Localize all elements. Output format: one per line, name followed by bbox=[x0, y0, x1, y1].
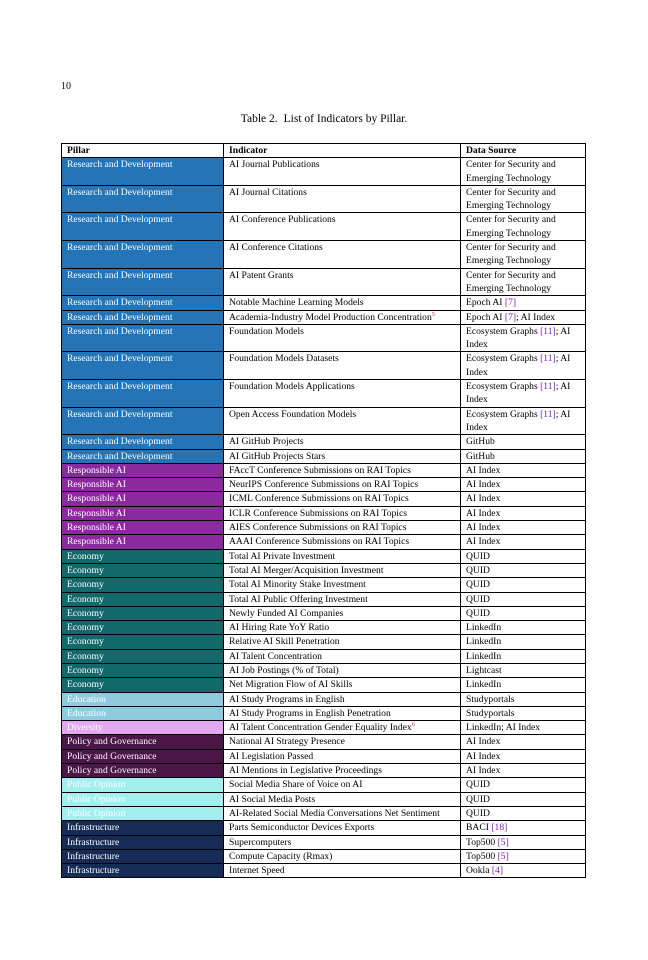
source-text: QUID bbox=[466, 793, 490, 805]
table-row bbox=[62, 606, 586, 620]
indicator-text: Notable Machine Learning Models bbox=[229, 297, 364, 309]
table-row bbox=[62, 521, 586, 535]
data-source-cell bbox=[461, 592, 586, 606]
citation-link[interactable]: [11] bbox=[540, 381, 556, 393]
source-text: AI Index bbox=[466, 507, 501, 519]
citation-link[interactable]: [11] bbox=[540, 353, 556, 365]
caption-text: List of Indicators by Pillar. bbox=[283, 113, 408, 125]
indicator-text: AI Study Programs in English bbox=[229, 693, 345, 705]
table-row bbox=[62, 407, 586, 435]
table-row bbox=[62, 268, 586, 296]
table-row bbox=[62, 352, 586, 380]
citation-link[interactable]: [5] bbox=[497, 850, 509, 862]
table-row bbox=[62, 721, 586, 735]
data-source-cell bbox=[461, 463, 586, 477]
pillar-cell: Research and Development bbox=[62, 185, 224, 213]
data-source-cell bbox=[461, 621, 586, 635]
indicator-cell bbox=[224, 821, 461, 835]
indicator-text: AAAI Conference Submissions on RAI Topics bbox=[229, 536, 410, 548]
data-source-cell bbox=[461, 735, 586, 749]
table-row bbox=[62, 158, 586, 186]
citation-link[interactable]: [18] bbox=[491, 822, 508, 834]
indicator-text: Academia-Industry Model Production Concentration bbox=[229, 311, 432, 323]
indicator-text: Compute Capacity (Rmax) bbox=[229, 850, 333, 862]
pillar-cell: Research and Development bbox=[62, 296, 224, 310]
source-text: Ookla bbox=[466, 865, 492, 877]
indicator-text: ICLR Conference Submissions on RAI Topics bbox=[229, 507, 407, 519]
source-text: QUID bbox=[466, 579, 490, 591]
citation-link[interactable]: [7] bbox=[504, 297, 517, 309]
indicator-text: Foundation Models bbox=[229, 325, 304, 337]
table-row bbox=[62, 778, 586, 792]
source-text: AI Index bbox=[466, 736, 501, 748]
pillar-cell: Policy and Governance bbox=[62, 749, 224, 763]
data-source-cell bbox=[461, 806, 586, 820]
source-text: AI Index bbox=[466, 479, 501, 491]
indicator-cell bbox=[224, 506, 461, 520]
source-text: Epoch AI bbox=[466, 297, 505, 309]
indicator-cell bbox=[224, 649, 461, 663]
pillar-cell: Public Opinion bbox=[62, 792, 224, 806]
source-text: Center for Security and Emerging Technology bbox=[466, 242, 559, 267]
indicator-cell bbox=[224, 678, 461, 692]
data-source-cell bbox=[461, 749, 586, 763]
table-row bbox=[62, 535, 586, 549]
indicator-cell bbox=[224, 621, 461, 635]
source-text: QUID bbox=[466, 564, 490, 576]
indicator-text: Internet Speed bbox=[229, 865, 285, 877]
indicator-cell bbox=[224, 606, 461, 620]
pillar-cell: Economy bbox=[62, 663, 224, 677]
source-text: Center for Security and Emerging Technology bbox=[466, 269, 559, 294]
citation-link[interactable]: [5] bbox=[497, 836, 509, 848]
table-row bbox=[62, 463, 586, 477]
source-text: Ecosystem Graphs bbox=[466, 408, 541, 420]
indicator-text: AI Legislation Passed bbox=[229, 750, 314, 762]
citation-link[interactable]: [4] bbox=[491, 865, 504, 877]
indicator-text: Foundation Models Applications bbox=[229, 381, 355, 393]
source-text: LinkedIn bbox=[466, 650, 502, 662]
indicator-cell bbox=[224, 563, 461, 577]
indicator-cell bbox=[224, 635, 461, 649]
source-text: QUID bbox=[466, 607, 490, 619]
indicator-cell bbox=[224, 578, 461, 592]
indicator-text: AI Conference Publications bbox=[229, 214, 336, 226]
table-row bbox=[62, 663, 586, 677]
indicator-text: ICML Conference Submissions on RAI Topics bbox=[229, 493, 409, 505]
data-source-cell bbox=[461, 352, 586, 380]
source-text: Ecosystem Graphs bbox=[466, 353, 541, 365]
table-caption bbox=[0, 113, 648, 125]
pillar-cell: Responsible AI bbox=[62, 521, 224, 535]
pillar-cell: Economy bbox=[62, 578, 224, 592]
indicator-cell bbox=[224, 706, 461, 720]
indicator-cell bbox=[224, 407, 461, 435]
data-source-cell bbox=[461, 535, 586, 549]
data-source-cell bbox=[461, 506, 586, 520]
indicator-cell bbox=[224, 435, 461, 449]
table-row bbox=[62, 649, 586, 663]
indicator-cell bbox=[224, 158, 461, 186]
indicator-cell bbox=[224, 735, 461, 749]
pillar-cell: Economy bbox=[62, 549, 224, 563]
indicator-text: AI Journal Publications bbox=[229, 159, 320, 171]
table-row bbox=[62, 821, 586, 835]
pillar-cell: Research and Development bbox=[62, 435, 224, 449]
source-text: Top500 bbox=[466, 836, 498, 848]
table-row bbox=[62, 449, 586, 463]
table-row bbox=[62, 635, 586, 649]
table-body bbox=[62, 158, 586, 878]
data-source-cell bbox=[461, 706, 586, 720]
source-text: LinkedIn bbox=[466, 622, 502, 634]
data-source-cell bbox=[461, 324, 586, 352]
table-row bbox=[62, 296, 586, 310]
source-text: QUID bbox=[466, 593, 490, 605]
pillar-cell: Responsible AI bbox=[62, 478, 224, 492]
source-suffix: ; AI Index bbox=[466, 353, 571, 378]
indicator-text: Total AI Minority Stake Investment bbox=[229, 579, 366, 591]
pillar-cell: Research and Development bbox=[62, 158, 224, 186]
indicator-cell bbox=[224, 449, 461, 463]
table-row bbox=[62, 864, 586, 878]
source-text: Ecosystem Graphs bbox=[466, 381, 541, 393]
table-row bbox=[62, 563, 586, 577]
indicator-text: AI Talent Concentration bbox=[229, 650, 322, 662]
data-source-cell bbox=[461, 492, 586, 506]
pillar-cell: Diversity bbox=[62, 721, 224, 735]
table-row bbox=[62, 621, 586, 635]
pillar-cell: Education bbox=[62, 706, 224, 720]
indicator-cell bbox=[224, 864, 461, 878]
table-row bbox=[62, 213, 586, 241]
source-text: GitHub bbox=[466, 436, 495, 448]
pillar-cell: Research and Development bbox=[62, 310, 224, 324]
header-row bbox=[62, 144, 586, 158]
source-text: Top500 bbox=[466, 850, 498, 862]
table-row bbox=[62, 241, 586, 269]
data-source-cell bbox=[461, 835, 586, 849]
indicator-text: FAccT Conference Submissions on RAI Topics bbox=[229, 464, 411, 476]
pillar-cell: Economy bbox=[62, 563, 224, 577]
indicator-text: AI Study Programs in English Penetration bbox=[229, 707, 391, 719]
indicator-cell bbox=[224, 692, 461, 706]
source-text: AI Index bbox=[466, 765, 501, 777]
indicator-cell bbox=[224, 310, 461, 324]
indicator-cell bbox=[224, 380, 461, 408]
data-source-cell bbox=[461, 649, 586, 663]
pillar-cell: Responsible AI bbox=[62, 463, 224, 477]
data-source-cell bbox=[461, 606, 586, 620]
table-row bbox=[62, 549, 586, 563]
data-source-cell bbox=[461, 821, 586, 835]
source-text: Epoch AI bbox=[466, 311, 505, 323]
indicator-cell bbox=[224, 849, 461, 863]
indicator-text: AI Journal Citations bbox=[229, 186, 307, 198]
indicator-text: AI Hiring Rate YoY Ratio bbox=[229, 622, 330, 634]
header-pillar: Pillar bbox=[62, 144, 224, 158]
indicator-cell bbox=[224, 268, 461, 296]
indicator-text: AI GitHub Projects bbox=[229, 436, 304, 448]
indicator-text: NeurIPS Conference Submissions on RAI Topics bbox=[229, 479, 419, 491]
table-row bbox=[62, 578, 586, 592]
source-text: QUID bbox=[466, 807, 490, 819]
indicator-cell bbox=[224, 778, 461, 792]
pillar-cell: Research and Development bbox=[62, 241, 224, 269]
source-suffix: ; AI Index bbox=[466, 408, 571, 433]
indicator-cell bbox=[224, 185, 461, 213]
indicator-text: Total AI Public Offering Investment bbox=[229, 593, 368, 605]
indicator-text: Newly Funded AI Companies bbox=[229, 607, 344, 619]
indicator-cell bbox=[224, 806, 461, 820]
table-row bbox=[62, 185, 586, 213]
source-text: QUID bbox=[466, 550, 490, 562]
source-text: AI Index bbox=[466, 750, 501, 762]
indicator-text: AI Conference Citations bbox=[229, 242, 323, 254]
table-row bbox=[62, 478, 586, 492]
pillar-cell: Infrastructure bbox=[62, 849, 224, 863]
table-row bbox=[62, 506, 586, 520]
source-text: LinkedIn bbox=[466, 679, 502, 691]
table-row bbox=[62, 692, 586, 706]
pillar-cell: Education bbox=[62, 692, 224, 706]
indicator-text: AI Patent Grants bbox=[229, 269, 294, 281]
indicator-cell bbox=[224, 535, 461, 549]
table-row bbox=[62, 792, 586, 806]
header-data-source: Data Source bbox=[461, 144, 586, 158]
indicator-text: AI-Related Social Media Conversations Net Sentiment bbox=[229, 807, 440, 819]
table-row bbox=[62, 324, 586, 352]
table-row bbox=[62, 806, 586, 820]
indicator-text: AI GitHub Projects Stars bbox=[229, 450, 326, 462]
indicator-cell bbox=[224, 241, 461, 269]
pillar-cell: Research and Development bbox=[62, 352, 224, 380]
source-text: AI Index bbox=[466, 522, 501, 534]
data-source-cell bbox=[461, 549, 586, 563]
citation-link[interactable]: [11] bbox=[540, 325, 556, 337]
source-text: GitHub bbox=[466, 450, 495, 462]
source-text: BACI bbox=[466, 822, 492, 834]
indicator-text: Supercomputers bbox=[229, 836, 292, 848]
table-row bbox=[62, 310, 586, 324]
indicator-cell bbox=[224, 792, 461, 806]
pillar-cell: Public Opinion bbox=[62, 778, 224, 792]
indicator-cell bbox=[224, 492, 461, 506]
data-source-cell bbox=[461, 849, 586, 863]
indicator-cell bbox=[224, 721, 461, 735]
pillar-cell: Research and Development bbox=[62, 213, 224, 241]
source-text: LinkedIn; AI Index bbox=[466, 722, 541, 734]
data-source-cell bbox=[461, 563, 586, 577]
source-text: LinkedIn bbox=[466, 636, 502, 648]
footnote-marker[interactable]: 6 bbox=[411, 720, 415, 728]
indicator-text: Relative AI Skill Penetration bbox=[229, 636, 340, 648]
indicator-cell bbox=[224, 478, 461, 492]
pillar-cell: Infrastructure bbox=[62, 821, 224, 835]
data-source-cell bbox=[461, 241, 586, 269]
data-source-cell bbox=[461, 635, 586, 649]
source-text: Center for Security and Emerging Technology bbox=[466, 159, 559, 184]
table-row bbox=[62, 749, 586, 763]
table-row bbox=[62, 592, 586, 606]
indicator-cell bbox=[224, 749, 461, 763]
indicator-cell bbox=[224, 835, 461, 849]
pillar-cell: Public Opinion bbox=[62, 806, 224, 820]
data-source-cell bbox=[461, 663, 586, 677]
table-row bbox=[62, 678, 586, 692]
data-source-cell bbox=[461, 792, 586, 806]
source-text: QUID bbox=[466, 779, 490, 791]
indicator-text: National AI Strategy Presence bbox=[229, 736, 345, 748]
indicator-text: AI Social Media Posts bbox=[229, 793, 316, 805]
indicator-text: AI Mentions in Legislative Proceedings bbox=[229, 765, 382, 777]
table-row bbox=[62, 835, 586, 849]
indicator-text: Foundation Models Datasets bbox=[229, 353, 339, 365]
data-source-cell bbox=[461, 380, 586, 408]
indicator-text: AI Job Postings (% of Total) bbox=[229, 664, 339, 676]
table-row bbox=[62, 764, 586, 778]
indicator-cell bbox=[224, 549, 461, 563]
indicator-text: Total AI Merger/Acquisition Investment bbox=[229, 564, 384, 576]
pillar-cell: Economy bbox=[62, 649, 224, 663]
pillar-cell: Responsible AI bbox=[62, 535, 224, 549]
table-row bbox=[62, 735, 586, 749]
indicators-table bbox=[61, 143, 586, 878]
indicator-cell bbox=[224, 352, 461, 380]
table-row bbox=[62, 435, 586, 449]
data-source-cell bbox=[461, 310, 586, 324]
data-source-cell bbox=[461, 296, 586, 310]
pillar-cell: Research and Development bbox=[62, 268, 224, 296]
indicator-cell bbox=[224, 663, 461, 677]
data-source-cell bbox=[461, 435, 586, 449]
data-source-cell bbox=[461, 678, 586, 692]
pillar-cell: Policy and Governance bbox=[62, 735, 224, 749]
indicator-text: Total AI Private Investment bbox=[229, 550, 336, 562]
pillar-cell: Policy and Governance bbox=[62, 764, 224, 778]
data-source-cell bbox=[461, 268, 586, 296]
source-suffix: ; AI Index bbox=[466, 325, 571, 351]
indicator-cell bbox=[224, 324, 461, 352]
data-source-cell bbox=[461, 478, 586, 492]
data-source-cell bbox=[461, 185, 586, 213]
citation-link[interactable]: [7] bbox=[504, 311, 517, 323]
pillar-cell: Economy bbox=[62, 635, 224, 649]
header-indicator: Indicator bbox=[224, 144, 461, 158]
citation-link[interactable]: [11] bbox=[540, 408, 556, 420]
data-source-cell bbox=[461, 521, 586, 535]
indicator-text: Net Migration Flow of AI Skills bbox=[229, 679, 353, 691]
indicator-cell bbox=[224, 521, 461, 535]
table-row bbox=[62, 380, 586, 408]
caption-label: Table 2. bbox=[240, 113, 278, 125]
pillar-cell: Economy bbox=[62, 592, 224, 606]
data-source-cell bbox=[461, 578, 586, 592]
source-text: Ecosystem Graphs bbox=[466, 325, 541, 337]
indicator-text: Parts Semiconductor Devices Exports bbox=[229, 822, 375, 834]
table-row bbox=[62, 492, 586, 506]
source-text: Studyportals bbox=[466, 693, 515, 705]
pillar-cell: Economy bbox=[62, 678, 224, 692]
data-source-cell bbox=[461, 778, 586, 792]
data-source-cell bbox=[461, 764, 586, 778]
pillar-cell: Economy bbox=[62, 621, 224, 635]
indicator-cell bbox=[224, 463, 461, 477]
table-row bbox=[62, 849, 586, 863]
data-source-cell bbox=[461, 721, 586, 735]
pillar-cell: Research and Development bbox=[62, 324, 224, 352]
pillar-cell: Responsible AI bbox=[62, 506, 224, 520]
data-source-cell bbox=[461, 407, 586, 435]
indicator-cell bbox=[224, 764, 461, 778]
data-source-cell bbox=[461, 692, 586, 706]
source-text: Studyportals bbox=[466, 707, 515, 719]
indicator-cell bbox=[224, 296, 461, 310]
data-source-cell bbox=[461, 158, 586, 186]
pillar-cell: Research and Development bbox=[62, 380, 224, 408]
pillar-cell: Economy bbox=[62, 606, 224, 620]
data-source-cell bbox=[461, 213, 586, 241]
indicator-text: Social Media Share of Voice on AI bbox=[229, 779, 363, 791]
source-suffix: ; AI Index bbox=[516, 311, 555, 323]
pillar-cell: Research and Development bbox=[62, 449, 224, 463]
pillar-cell: Responsible AI bbox=[62, 492, 224, 506]
indicator-cell bbox=[224, 592, 461, 606]
indicator-text: AI Talent Concentration Gender Equality Index bbox=[229, 722, 412, 734]
source-suffix: ; AI Index bbox=[466, 381, 571, 406]
footnote-marker[interactable]: 5 bbox=[431, 310, 436, 318]
page-number: 10 bbox=[61, 81, 71, 92]
source-text: Center for Security and Emerging Technology bbox=[466, 214, 559, 239]
source-text: AI Index bbox=[466, 464, 501, 476]
indicator-text: AIES Conference Submissions on RAI Topics bbox=[229, 522, 407, 534]
source-text: Lightcast bbox=[466, 664, 502, 676]
data-source-cell bbox=[461, 864, 586, 878]
pillar-cell: Infrastructure bbox=[62, 835, 224, 849]
source-text: AI Index bbox=[466, 536, 501, 548]
source-text: AI Index bbox=[466, 493, 501, 505]
source-text: Center for Security and Emerging Technology bbox=[466, 186, 559, 212]
indicator-text: Open Access Foundation Models bbox=[229, 408, 357, 420]
pillar-cell: Infrastructure bbox=[62, 864, 224, 878]
data-source-cell bbox=[461, 449, 586, 463]
indicator-cell bbox=[224, 213, 461, 241]
pillar-cell: Research and Development bbox=[62, 407, 224, 435]
table-row bbox=[62, 706, 586, 720]
